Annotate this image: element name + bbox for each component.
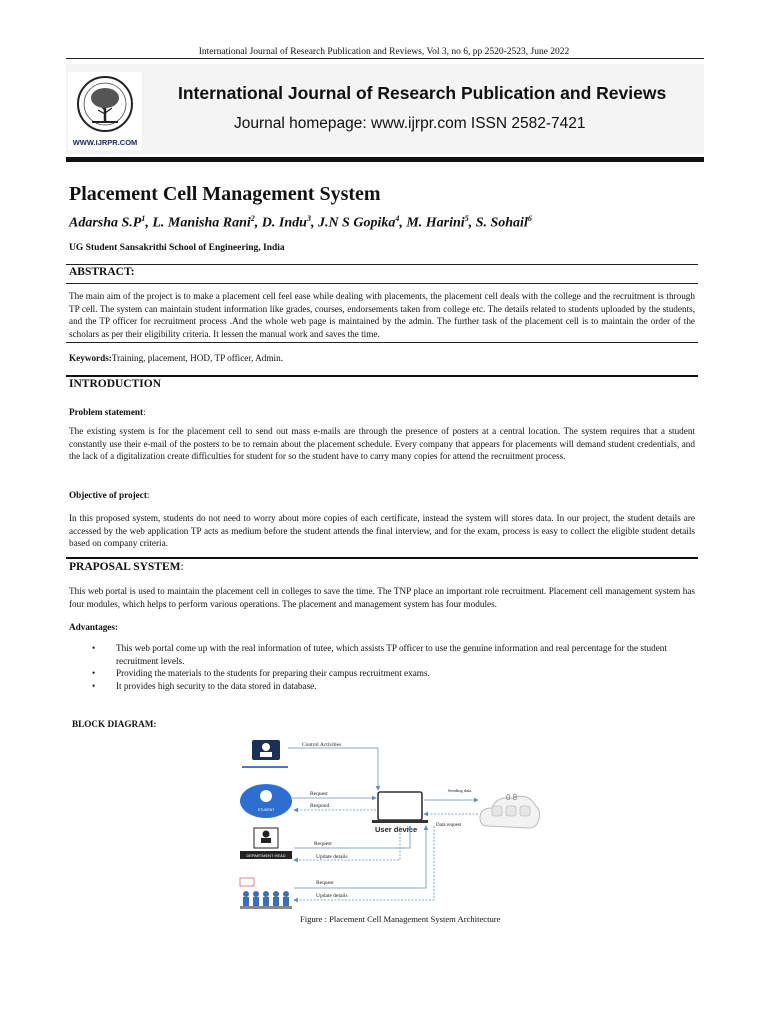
- abstract-top-rule: [66, 264, 698, 265]
- user-device-label: User device: [375, 825, 418, 834]
- abstract-heading-rule: [66, 283, 698, 284]
- author-name: L. Manisha Rani: [152, 215, 251, 231]
- author-affiliation-mark: 6: [527, 214, 532, 223]
- paper-title: Placement Cell Management System: [69, 183, 381, 205]
- bullet-icon: •: [92, 668, 96, 679]
- list-item: • This web portal come up with the real information of tutee, which assists TP officer to use the genuine information and real percentage for the student recruitment levels.: [92, 643, 667, 666]
- request-label-3: Request: [316, 880, 334, 886]
- svg-text:0 8: 0 8: [506, 793, 518, 802]
- author-name: S. Sohail: [475, 215, 528, 231]
- sending-data-label: Sending data: [448, 788, 472, 793]
- request-label-1: Request: [310, 791, 328, 797]
- keywords-text: Training, placement, HOD, TP officer, Admin.: [111, 353, 283, 363]
- update-details-label-1: Update details: [316, 854, 348, 860]
- objective-text: In this proposed system, students do not need to worry about more copies of each certificate, instead the system will stores data. In our project, the student details are accessed by the web application TP acts as medium before the student attends the final interview, and for the exam, process is easy to collect the eligible student details based on company criteria.: [69, 513, 695, 549]
- author-affiliation-mark: 5: [464, 214, 469, 223]
- advantages-label: Advantages:: [69, 622, 119, 632]
- masthead-rule: [66, 157, 704, 162]
- running-head: International Journal of Research Publication and Reviews, Vol 3, no 6, pp 2520-2523, June 2022: [198, 47, 570, 57]
- proposal-text: This web portal is used to maintain the placement cell in colleges to save the time. The TNP place an important role recruitment. Placement cell management system has four modules, which helps to perform various operations. The placement and management system has four modules.: [69, 586, 695, 609]
- department-head-icon: [240, 828, 292, 859]
- header-rule: [66, 58, 704, 59]
- journal-homepage: Journal homepage: www.ijrpr.com ISSN 2582-7421: [234, 115, 586, 132]
- problem-statement-text: The existing system is for the placement cell to send out mass e-mails are through the presence of posters at a central location. The system requires that a student constantly use their e-mail of the posters to be to remain about the placement schedule. Every company that appears for placements will demand student credentials, and the lack of a digitalization create difficulties for student for so the student have to carry many copies for attend the recruitment process.: [69, 426, 695, 462]
- author-name: M. Harini: [406, 215, 465, 231]
- department-head-label: DEPARTMENT HEAD: [246, 853, 286, 858]
- advantages-list: [92, 642, 692, 692]
- admin-icon: [242, 740, 288, 767]
- figure-caption: Figure : Placement Cell Management System Architecture: [300, 914, 501, 924]
- control-activities-label: Control Activities: [302, 742, 342, 748]
- introduction-heading: INTRODUCTION: [69, 378, 162, 390]
- update-details-label-2: Update details: [316, 893, 348, 899]
- student-icon-label: STUDENT: [257, 808, 275, 812]
- author-affiliation-mark: 1: [141, 214, 146, 223]
- journal-logo: [68, 72, 142, 150]
- author-affiliation-mark: 3: [306, 214, 311, 223]
- author-affiliation-mark: 2: [250, 214, 255, 223]
- list-item: • It provides high security to the data stored in database.: [92, 680, 317, 691]
- author-affiliation-mark: 4: [395, 214, 400, 223]
- journal-masthead: [66, 64, 704, 154]
- abstract-heading: ABSTRACT:: [69, 266, 135, 278]
- author-list: Adarsha $S.P^1$, L. Manisha Rani$^2$, D. Indu$^3$, J.N S Gopika$^4$, M. Harini$^5$, S. Sohail$^6$: [69, 214, 532, 231]
- keywords-label: Keywords:: [69, 353, 112, 363]
- author-name: J.N S Gopika: [317, 215, 396, 231]
- list-item: • Providing the materials to the students for preparing their campus recruitment exams.: [92, 668, 430, 679]
- respond-label: Respond: [310, 803, 330, 809]
- cloud-database-icon: [480, 793, 540, 828]
- block-diagram: [230, 734, 540, 929]
- abstract-text: The main aim of the project is to make a placement cell feel ease while dealing with placements, the placement cell deals with the college and the recruitment is through TP cell. The system can maintain student information like grades, courses, endorsements taken from college etc. The details related to students uploaded by the students, and the TP officer for recruitment process .And the whole web page is maintained by the admin. The further task of the placement cell is to maintain the order of the scholars as per their eligibility criteria. It lessen the manual work and saves the time.: [69, 291, 695, 339]
- bullet-icon: •: [92, 680, 96, 691]
- logo-text: WWW.IJRPR.COM: [72, 138, 138, 147]
- bullet-icon: •: [92, 643, 96, 653]
- request-label-2: Request: [314, 841, 332, 847]
- journal-name: International Journal of Research Publication and Reviews: [178, 83, 667, 103]
- affiliation: UG Student Sansakrithi School of Engineering, India: [69, 243, 285, 253]
- problem-statement-label: Problem statement:: [69, 407, 146, 417]
- abstract-bottom-rule: [66, 342, 698, 343]
- author-name: Adarsha S.P: [69, 215, 142, 231]
- data-request-label: Data request: [436, 823, 462, 828]
- student-icon: [240, 784, 292, 818]
- introduction-rule: [66, 375, 698, 377]
- keywords: [69, 352, 695, 365]
- proposal-heading: PRAPOSAL SYSTEM:: [69, 561, 184, 573]
- user-device-icon: [372, 792, 428, 823]
- objective-label: Objective of project:: [69, 490, 150, 500]
- tp-officer-icon: [240, 878, 292, 909]
- block-diagram-label: BLOCK DIAGRAM:: [72, 719, 157, 729]
- proposal-rule: [66, 557, 698, 559]
- author-name: D. Indu: [261, 215, 307, 231]
